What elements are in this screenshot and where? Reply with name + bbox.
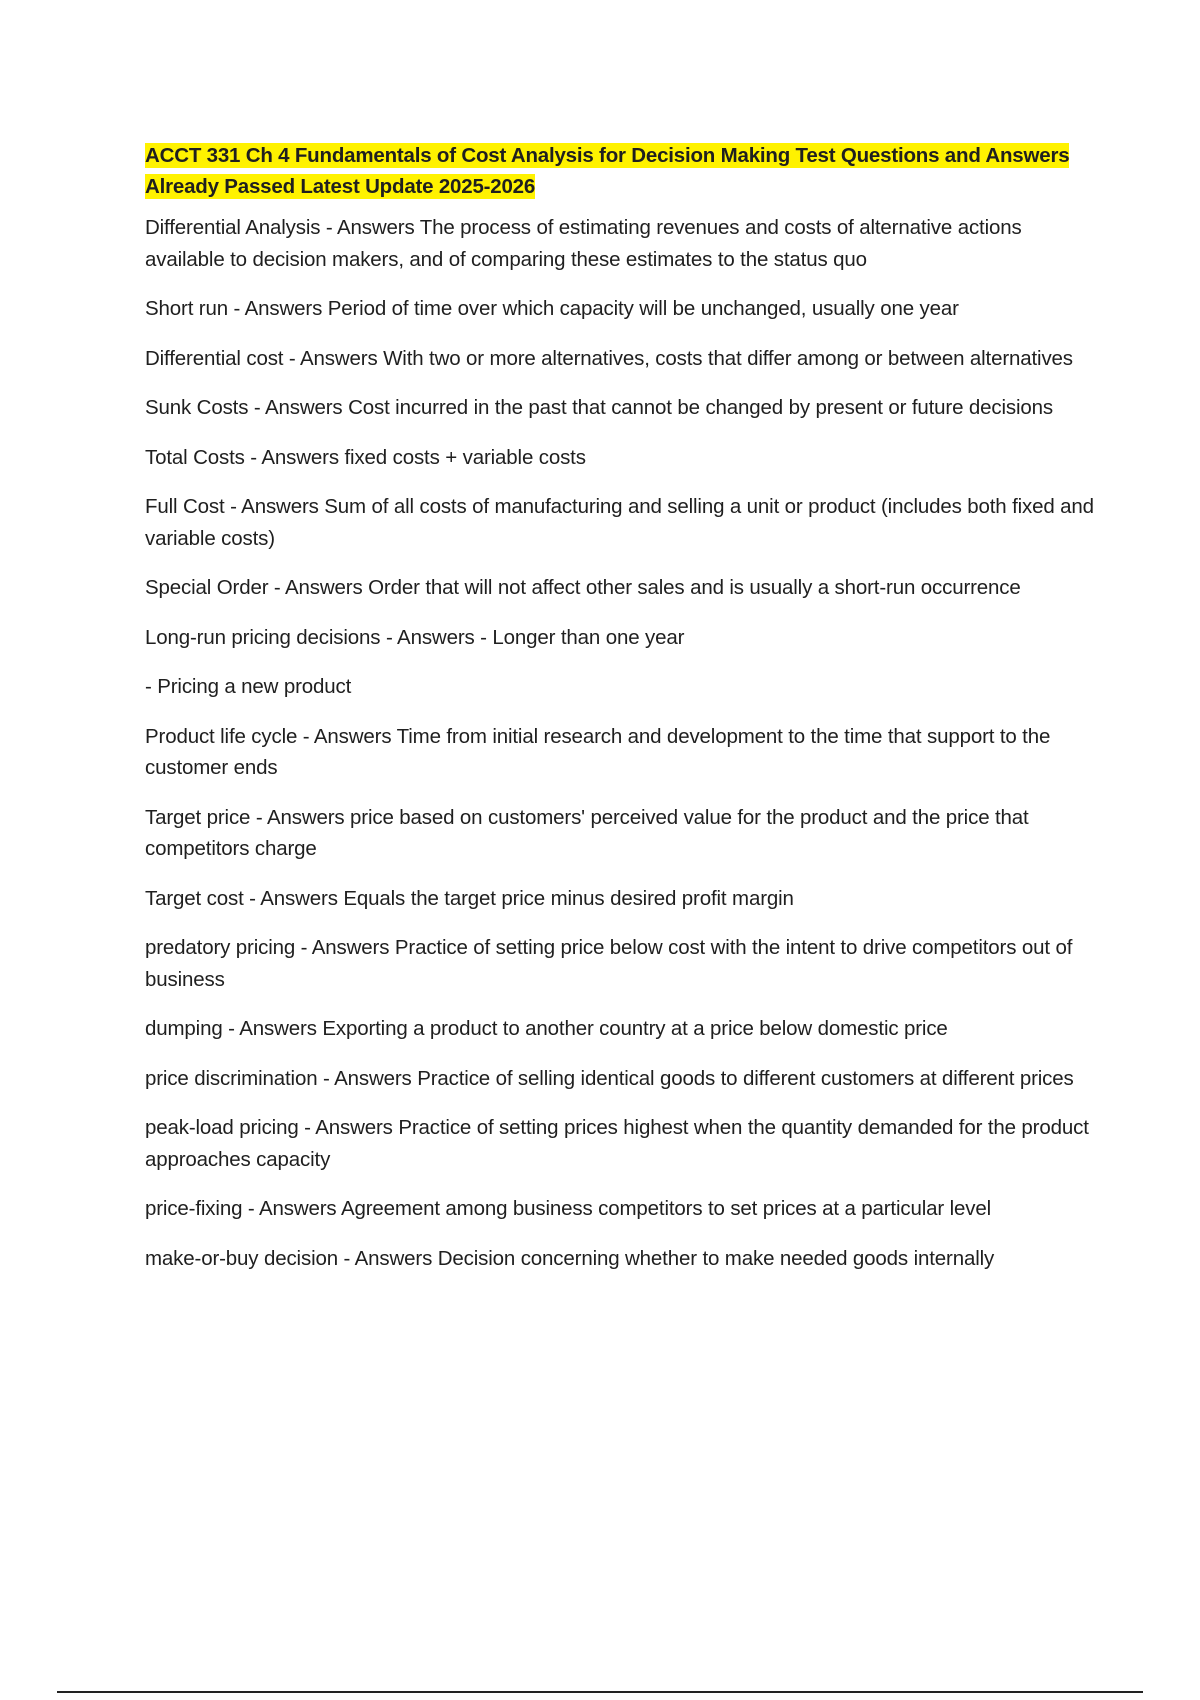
entry-answer: Answers The process of estimating revenues and costs of alternative actions available to decision makers, and of comparing these estimates to the status quo — [145, 216, 1022, 271]
entry-term: predatory pricing — [145, 936, 296, 959]
entry-term: peak-load pricing — [145, 1116, 299, 1139]
entry-term: Target cost — [145, 886, 244, 910]
qa-entry: Target cost - Answers Equals the target price minus desired profit margin — [145, 886, 794, 910]
entry-term: Short run — [145, 297, 228, 320]
title-highlight: ACCT 331 Ch 4 Fundamentals of Cost Analysis for Decision Making Test Questions and Answers Already Passed Latest Update 2025-2026 — [145, 144, 1070, 198]
entry-term: Sunk Costs — [145, 396, 249, 419]
qa-entry: Full Cost - Answers Sum of all costs of manufacturing and selling a unit or product (includes both fixed and variable costs) — [145, 495, 1094, 550]
qa-entry: dumping - Answers Exporting a product to another country at a price below domestic price — [145, 1017, 948, 1040]
qa-entry: Short run - Answers Period of time over which capacity will be unchanged, usually one year — [145, 297, 959, 320]
document-title — [145, 140, 1095, 202]
entry-term: Special Order — [145, 576, 269, 599]
qa-list — [145, 212, 1095, 1274]
qa-entry: Special Order - Answers Order that will not affect other sales and is usually a short-run occurrence — [145, 576, 1021, 599]
document-page — [145, 140, 1095, 1292]
qa-entry: Long-run pricing decisions - Answers - Longer than one year — [145, 625, 685, 649]
entry-answer: Answers - Longer than one year — [397, 625, 685, 649]
entry-answer: Answers Exporting a product to another country at a price below domestic price — [239, 1017, 948, 1040]
entry-term: price-fixing — [145, 1197, 243, 1220]
entry-answer: Answers fixed costs + variable costs — [261, 445, 586, 469]
qa-entry: Total Costs - Answers fixed costs + variable costs — [145, 445, 586, 469]
qa-entry: Differential Analysis - Answers The process of estimating revenues and costs of alternative actions available to decision makers, and of comparing these estimates to the status quo — [145, 216, 1022, 271]
entry-answer: Answers Practice of selling identical goods to different customers at different prices — [334, 1066, 1074, 1090]
qa-entry-continuation — [145, 671, 1095, 703]
entry-answer: Answers Decision concerning whether to make needed goods internally — [354, 1246, 995, 1270]
entry-term: price discrimination — [145, 1066, 318, 1090]
entry-term: Differential cost — [145, 346, 284, 370]
qa-entry: price discrimination - Answers Practice of selling identical goods to different customers at different prices — [145, 1066, 1074, 1090]
entry-term: dumping — [145, 1017, 223, 1040]
qa-entry: price-fixing - Answers Agreement among business competitors to set prices at a particular level — [145, 1197, 992, 1220]
footer-divider — [57, 1691, 1143, 1693]
qa-entry: Product life cycle - Answers Time from initial research and development to the time that support to the customer ends — [145, 724, 1051, 779]
entry-term: Total Costs — [145, 445, 245, 469]
qa-entry: peak-load pricing - Answers Practice of setting prices highest when the quantity demanded for the product approaches capacity — [145, 1116, 1089, 1171]
qa-entry: make-or-buy decision - Answers Decision concerning whether to make needed goods internally — [145, 1246, 995, 1270]
entry-term: Differential Analysis — [145, 216, 321, 239]
entry-answer: Answers Time from initial research and development to the time that support to the customer ends — [145, 724, 1051, 779]
qa-entry: Sunk Costs - Answers Cost incurred in the past that cannot be changed by present or future decisions — [145, 396, 1054, 419]
entry-term: Long-run pricing decisions — [145, 625, 381, 649]
entry-answer: Answers Order that will not affect other sales and is usually a short-run occurrence — [285, 576, 1021, 599]
entry-answer: Answers price based on customers' perceived value for the product and the price that competitors charge — [145, 805, 1029, 860]
entry-answer: Answers With two or more alternatives, costs that differ among or between alternatives — [300, 346, 1073, 370]
qa-entry: Differential cost - Answers With two or more alternatives, costs that differ among or between alternatives — [145, 346, 1073, 370]
entry-answer: Answers Agreement among business competitors to set prices at a particular level — [258, 1197, 992, 1220]
entry-term: Product life cycle — [145, 724, 298, 748]
entry-answer: Answers Practice of setting price below cost with the intent to drive competitors out of business — [145, 936, 1073, 991]
entry-answer: - Pricing a new product — [145, 675, 352, 698]
entry-term: Full Cost — [145, 495, 225, 518]
entry-term: make-or-buy decision — [145, 1246, 338, 1270]
entry-answer: Answers Equals the target price minus desired profit margin — [260, 886, 794, 910]
qa-entry: Target price - Answers price based on customers' perceived value for the product and the price that competitors charge — [145, 805, 1029, 860]
entry-answer: Answers Sum of all costs of manufacturing and selling a unit or product (includes both fixed and variable costs) — [145, 495, 1094, 550]
entry-answer: Answers Cost incurred in the past that cannot be changed by present or future decisions — [264, 396, 1054, 419]
entry-term: Target price — [145, 805, 251, 829]
entry-answer: Answers Period of time over which capacity will be unchanged, usually one year — [244, 297, 959, 320]
qa-entry: predatory pricing - Answers Practice of setting price below cost with the intent to drive competitors out of business — [145, 936, 1073, 991]
entry-answer: Answers Practice of setting prices highest when the quantity demanded for the product approaches capacity — [145, 1116, 1089, 1171]
